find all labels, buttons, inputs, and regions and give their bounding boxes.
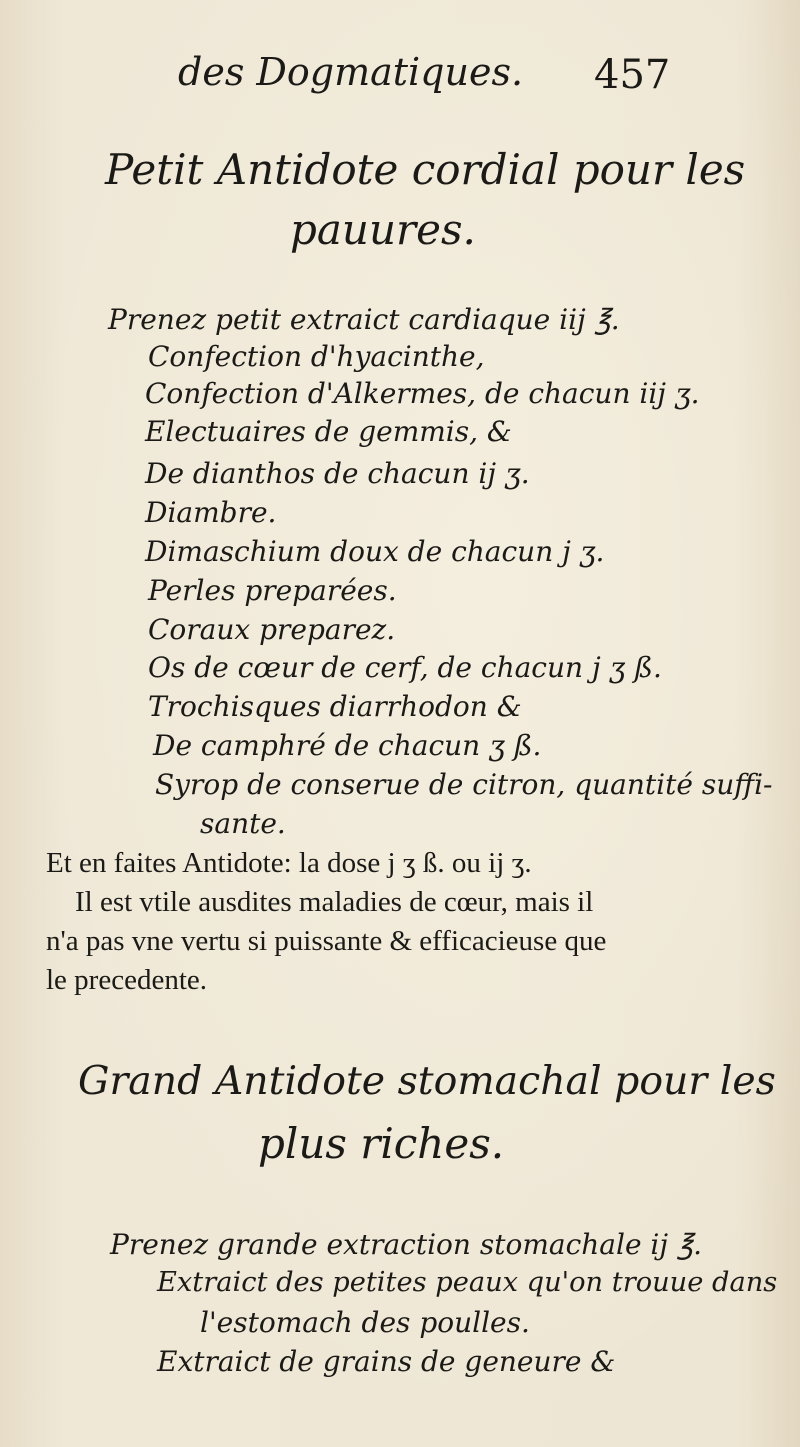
note-line: Il est vtile ausdites maladies de cœur, mais il [75, 886, 594, 918]
note-line: le precedente. [46, 964, 208, 996]
recipe-line: Prenez grande extraction stomachale ij ℥. [110, 1228, 703, 1261]
section2-title-line2: plus riches. [258, 1119, 505, 1168]
section1-title-line2: pauures. [290, 205, 476, 254]
recipe-line: Dimaschium doux de chacun j ʒ. [145, 535, 605, 568]
section1-title-line1: Petit Antidote cordial pour les [105, 145, 746, 194]
recipe-line: Os de cœur de cerf, de chacun j ʒ ß. [148, 651, 662, 684]
note-line: n'a pas vne vertu si puissante & efficacieuse que [46, 925, 607, 957]
recipe-line: Syrop de conserue de citron, quantité suffi- [155, 768, 773, 801]
recipe-line: Prenez petit extraict cardiaque iij ℥. [108, 303, 620, 336]
recipe-line: Confection d'Alkermes, de chacun iij ʒ. [145, 377, 700, 410]
recipe-line: Confection d'hyacinthe, [148, 340, 485, 373]
recipe-line: sante. [200, 807, 286, 840]
running-header: des Dogmatiques. [178, 50, 524, 94]
recipe-line: l'estomach des poulles. [200, 1306, 530, 1339]
recipe-line: Extraict de grains de geneure & [157, 1345, 616, 1378]
recipe-line: Electuaires de gemmis, & [145, 415, 512, 448]
recipe-line: De dianthos de chacun ij ʒ. [145, 457, 530, 490]
recipe-line: De camphré de chacun ʒ ß. [153, 729, 542, 762]
section2-title-line1: Grand Antidote stomachal pour les [78, 1058, 776, 1104]
recipe-line: Coraux preparez. [148, 613, 396, 646]
recipe-line: Diambre. [145, 496, 277, 529]
recipe-line: Extraict des petites peaux qu'on trouue dans [157, 1267, 778, 1298]
dose-line: Et en faites Antidote: la dose j ʒ ß. ou ij ʒ. [46, 847, 532, 879]
recipe-line: Perles preparées. [148, 574, 397, 607]
recipe-line: Trochisques diarrhodon & [148, 690, 522, 723]
page-number: 457 [594, 52, 671, 98]
